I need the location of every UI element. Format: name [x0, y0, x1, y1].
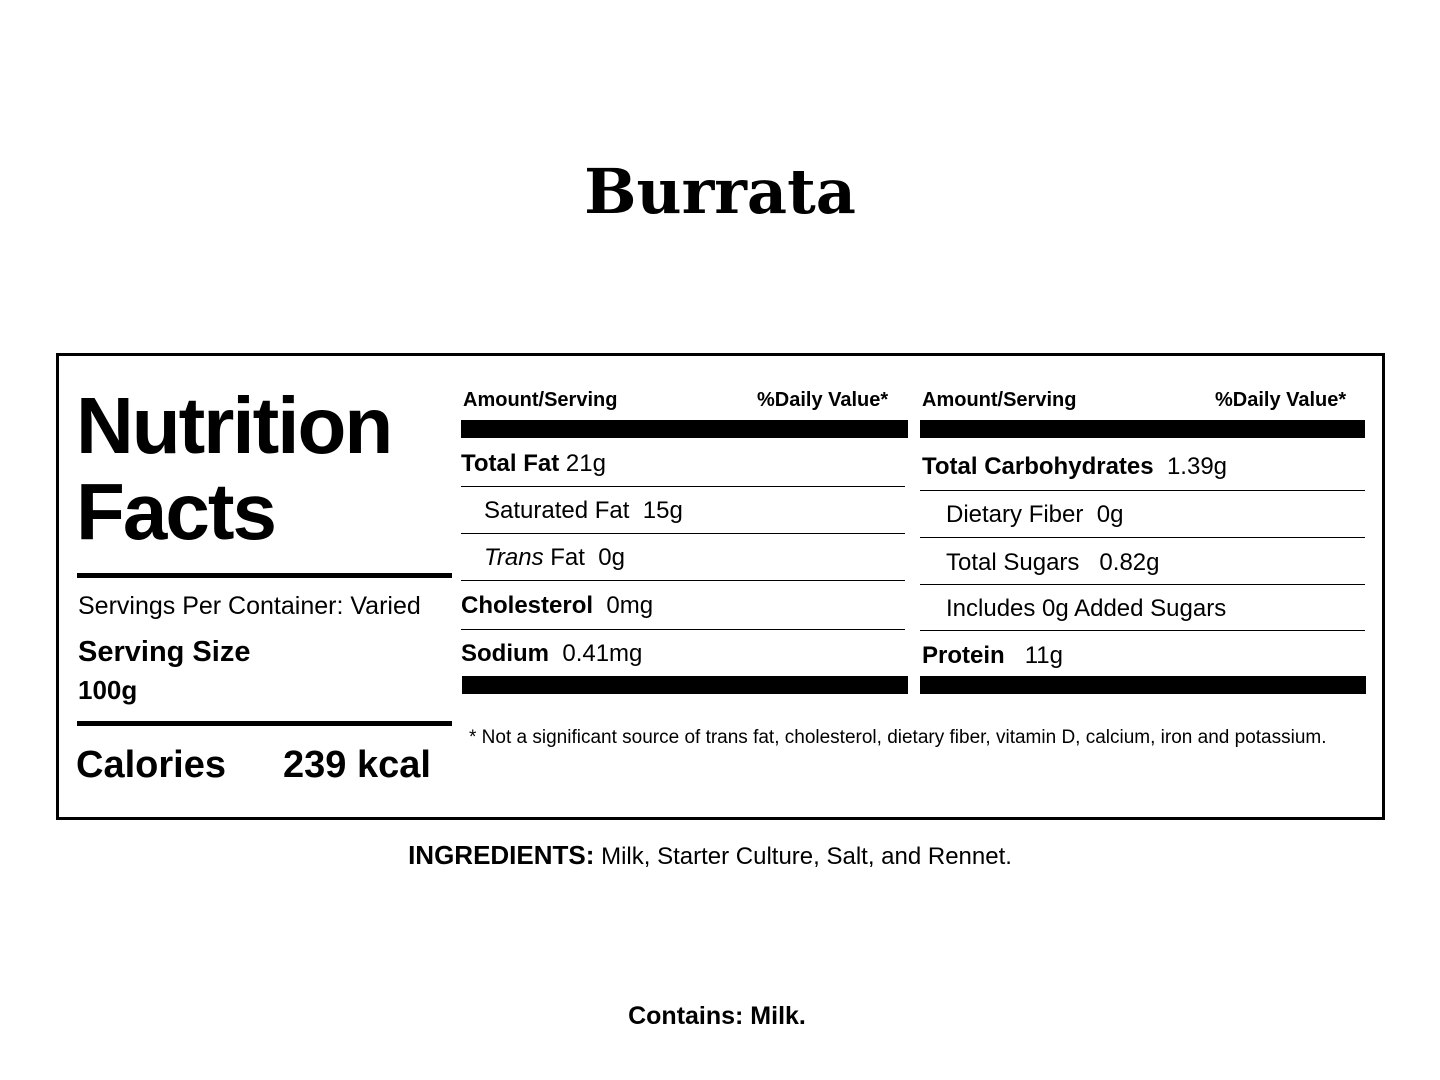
footer-bar	[462, 676, 908, 694]
nutrient-name: Fat	[550, 544, 585, 571]
nutrient-value: 11g	[1024, 642, 1063, 669]
divider-thick	[77, 721, 452, 726]
ingredients-label: INGREDIENTS:	[408, 840, 595, 870]
ingredients-line	[0, 840, 1420, 871]
nutrient-name: Total Fat	[461, 450, 560, 477]
ingredients-text: Milk, Starter Culture, Salt, and Rennet.	[601, 843, 1012, 870]
nutrient-value: 0.82g	[1099, 549, 1160, 576]
daily-value-header: %Daily Value*	[757, 389, 889, 411]
daily-value-footnote: * Not a significant source of trans fat, cholesterol, dietary fiber, vitamin D, calcium, iron and potassium.	[469, 727, 1327, 748]
nutrient-value: 15g	[642, 497, 683, 524]
nutrient-name: Dietary Fiber	[946, 501, 1084, 528]
nutrient-row-total-fat	[461, 450, 606, 478]
serving-size-value: 100g	[78, 675, 138, 705]
serving-size-label: Serving Size	[78, 636, 251, 668]
divider-thick	[77, 573, 452, 578]
nutrient-row-dietary-fiber	[946, 501, 1123, 529]
nutrient-value: 1.39g	[1166, 453, 1228, 480]
nutrient-row-saturated-fat	[484, 497, 683, 525]
header-bar	[461, 420, 908, 438]
nutrient-value: 0.41mg	[562, 640, 643, 667]
calories-value: 239 kcal	[283, 744, 431, 786]
row-divider	[461, 533, 905, 534]
row-divider	[461, 580, 905, 581]
nutrient-name: Saturated Fat	[484, 497, 630, 524]
nutrient-name: Total Carbohydrates	[922, 453, 1154, 480]
nutrient-value: 0mg	[606, 592, 654, 619]
amount-serving-header: Amount/Serving	[463, 389, 618, 411]
nutrient-name: Total Sugars	[946, 549, 1080, 576]
heading-line-1: Nutrition	[76, 381, 392, 470]
allergen-statement: Contains: Milk.	[628, 1002, 806, 1030]
nutrient-row-added-sugars: Includes 0g Added Sugars	[946, 595, 1227, 622]
footer-bar	[920, 676, 1366, 694]
daily-value-header: %Daily Value*	[1215, 389, 1347, 411]
nutrient-value: 0g	[598, 544, 625, 571]
nutrient-value: 21g	[565, 450, 606, 477]
amount-serving-header: Amount/Serving	[922, 389, 1077, 411]
nutrient-row-trans-fat	[484, 544, 625, 572]
nutrition-facts-heading	[76, 383, 391, 555]
nutrient-row-total-carbohydrates	[922, 453, 1227, 481]
nutrient-name: Cholesterol	[461, 592, 594, 619]
nutrient-name: Protein	[922, 642, 1005, 669]
row-divider	[920, 490, 1365, 491]
servings-per-container: Servings Per Container: Varied	[78, 592, 421, 620]
product-title: Burrata	[584, 155, 856, 228]
nutrient-name: Sodium	[461, 640, 549, 667]
nutrient-row-sodium	[461, 640, 642, 668]
nutrient-name-italic: Trans	[484, 544, 544, 571]
calories-label: Calories	[76, 744, 226, 786]
header-bar	[920, 420, 1365, 438]
heading-line-2: Facts	[76, 467, 275, 556]
nutrient-row-cholesterol	[461, 592, 653, 620]
row-divider	[920, 584, 1365, 585]
row-divider	[920, 630, 1365, 631]
row-divider	[461, 629, 905, 630]
row-divider	[461, 486, 905, 487]
nutrient-row-total-sugars	[946, 549, 1159, 577]
nutrient-value: 0g	[1096, 501, 1124, 528]
nutrient-row-protein	[922, 642, 1063, 670]
row-divider	[920, 537, 1365, 538]
